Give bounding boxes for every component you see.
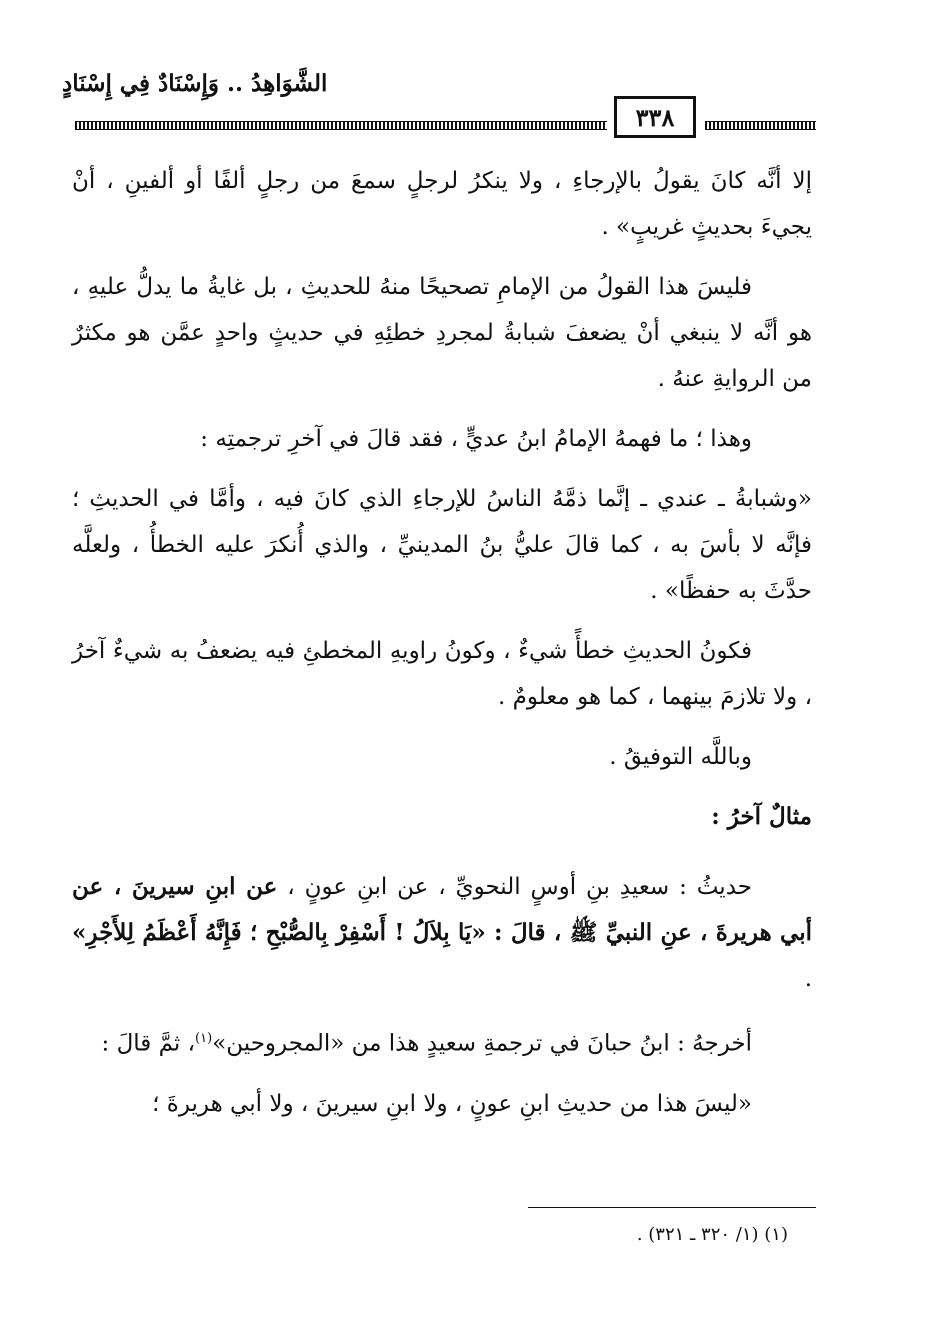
section-heading: مثالٌ آخرُ : (711, 803, 812, 830)
header-rule-left (75, 121, 607, 130)
takhrij-paragraph (72, 1016, 812, 1067)
quote-paragraph: «ليسَ هذا من حديثِ ابنِ عونٍ ، ولا ابنِ سيرينَ ، ولا أبي هريرةَ ؛ (152, 1090, 752, 1117)
footnote-marker: (١) (195, 1031, 213, 1046)
paragraph-2: فليسَ هذا القولُ من الإمامِ تصحيحًا منهُ للحديثِ ، بل غايةُ ما يدلُّ عليهِ ، هو أنَّه لا ينبغي أنْ يضعفَ شبابةُ لمجردِ خطئِهِ في حديثٍ واحدٍ عمَّن هو مكثرٌ من الروايةِ عنهُ . (72, 274, 812, 392)
takhrij-after: ، ثمَّ قالَ : (101, 1030, 196, 1057)
paragraph-6: وباللَّه التوفيقُ . (609, 744, 752, 770)
footnote-1: (١) (١/ ٣٢٠ ـ ٣٢١) . (636, 1224, 788, 1245)
hadith-chain: حديثُ : سعيدِ بنِ أوسٍ النحويِّ ، عن ابنِ عونٍ ، (277, 874, 752, 900)
hadith-paragraph (72, 864, 812, 1002)
page-number: ٣٣٨ (614, 96, 696, 138)
running-title: الشَّوَاهِدُ .. وَإِسْنَادٌ فِي إِسْنَادٍ (62, 70, 328, 97)
paragraph-5: فكونُ الحديثِ خطأً شيءٌ ، وكونُ راويهِ المخطئِ فيه يضعفُ به شيءٌ آخرُ ، ولا تلازمَ بينهما ، كما هو معلومٌ . (72, 638, 812, 710)
main-text (72, 158, 812, 1141)
hadith-text: عن ابنِ سيرينَ ، عن أبي هريرةَ ، عنِ النبيِّ ﷺ ، قالَ : «يَا بِلاَلُ ! أَسْفِرْ بِالصُّبْحِ ؛ فَإِنَّهُ أَعْظَمُ لِلأَجْرِ» (72, 873, 812, 946)
paragraph-1: إلا أنَّه كانَ يقولُ بالإرجاءِ ، ولا ينكرُ لرجلٍ سمعَ من رجلٍ ألفًا أو ألفينِ ، أنْ يجيءَ بحديثٍ غريبٍ» . (72, 168, 812, 240)
paragraph-3: وهذا ؛ ما فهمهُ الإمامُ ابنُ عديٍّ ، فقد قالَ في آخرِ ترجمتِه : (200, 426, 752, 452)
paragraph-4-quote: «وشبابةُ ـ عندي ـ إنَّما ذمَّهُ الناسُ للإرجاءِ الذي كانَ فيه ، وأمَّا في الحديثِ ؛ فإنَّه لا بأسَ به ، كما قالَ عليُّ بنُ المدينيِّ ، والذي أُنكرَ عليه الخطأُ ، ولعلَّه حدَّثَ به حفظًا» . (72, 486, 812, 604)
takhrij-text: أخرجهُ : ابنُ حبانَ في ترجمةِ سعيدٍ هذا من «المجروحين» (212, 1030, 752, 1057)
footnote-divider (528, 1207, 816, 1208)
header-rule-right (705, 121, 816, 130)
hadith-end: . (804, 966, 812, 992)
